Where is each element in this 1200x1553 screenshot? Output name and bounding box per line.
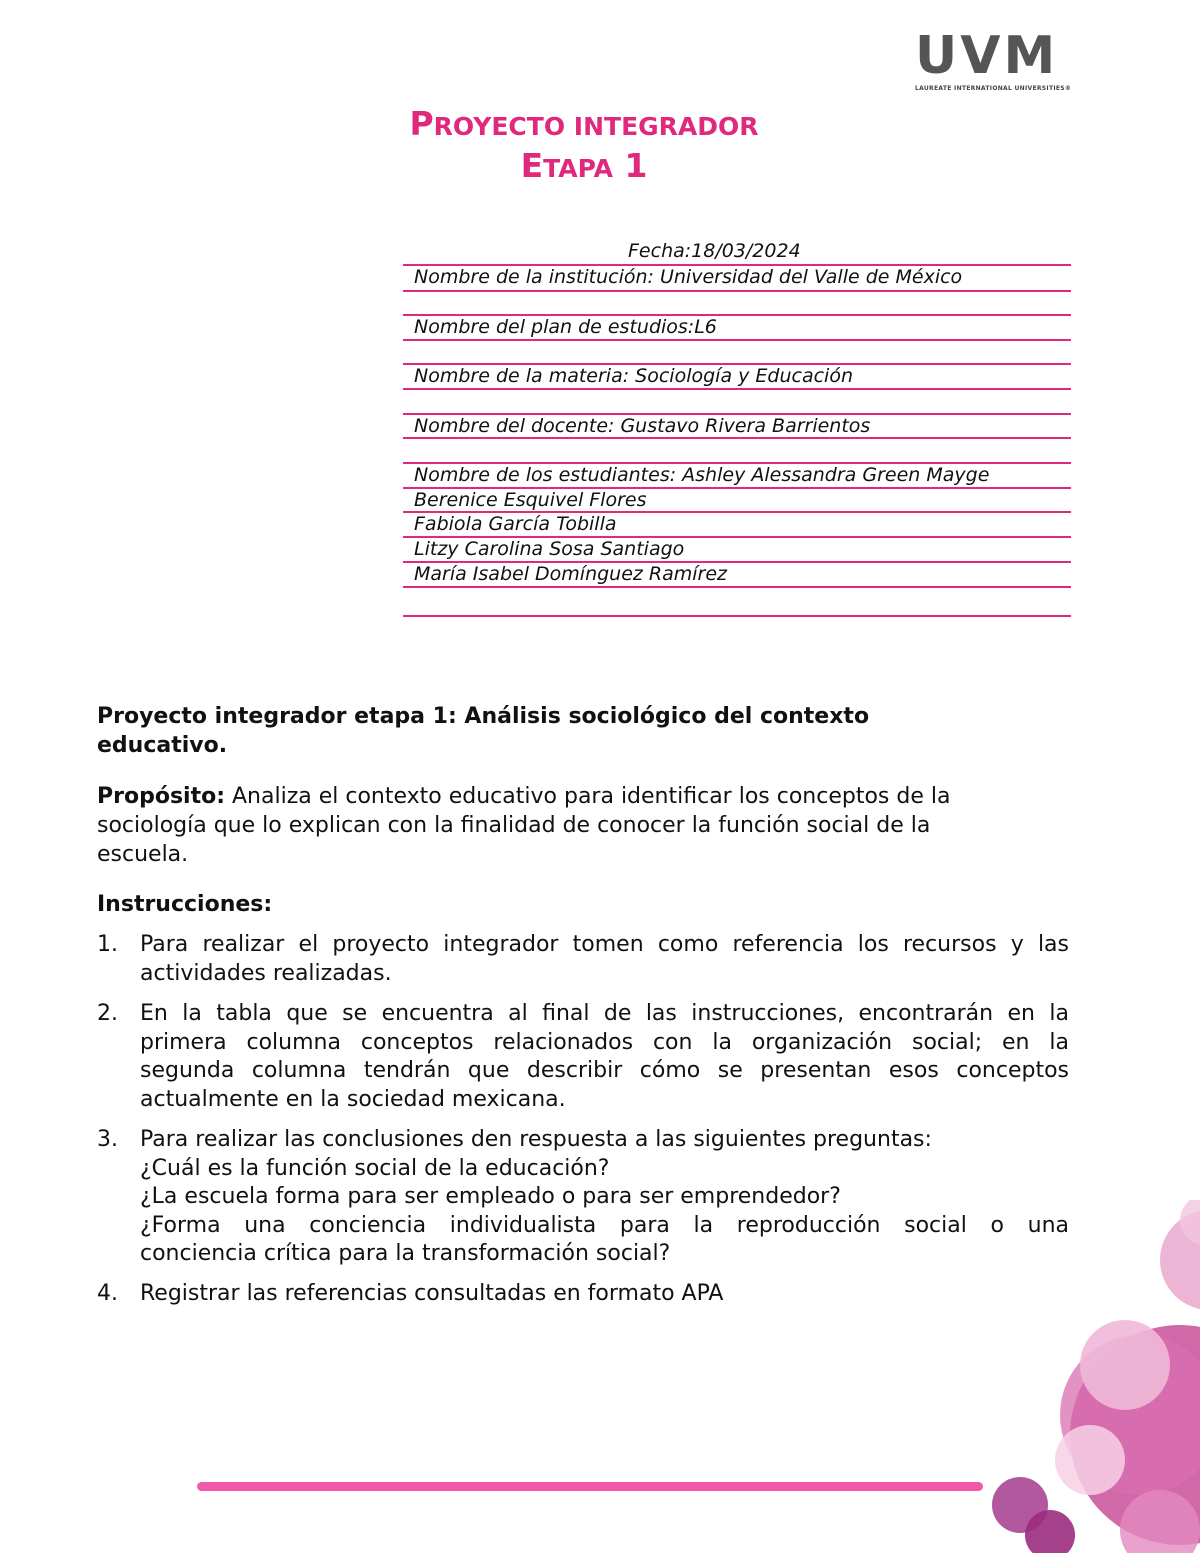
form-line [403,615,1071,617]
heading-line: Proyecto integrador etapa 1: Análisis sociológico del contexto [97,704,870,729]
item-text: Para realizar las conclusiones den respuesta a las siguientes preguntas: [140,1127,932,1152]
instructions-title: Instrucciones: [97,892,273,917]
uvm-logo [915,26,1072,94]
document-title [0,104,1184,143]
item-text: segunda columna tendrán que describir cómo se presentan esos conceptos [140,1058,1069,1083]
form-line [403,388,1071,390]
item-number: 2. [97,1001,118,1026]
item-text: actividades realizadas. [140,960,392,986]
purpose-paragraph [97,782,1069,869]
title-rest: ROYECTO INTEGRADOR [433,112,759,141]
item-text: actualmente en la sociedad mexicana. [140,1086,566,1112]
student-name: Fabiola García Tobilla [414,513,617,535]
student-name: Litzy Carolina Sosa Santiago [414,538,685,560]
purpose-text: Analiza el contexto educativo para identificar los conceptos de la [225,784,951,809]
decorative-circles [990,1200,1200,1553]
purpose-label: Propósito: [97,784,226,809]
students-label: Nombre de los estudiantes: Ashley Alessandra Green Mayge [414,464,990,486]
item-number: 4. [97,1281,118,1306]
title-cap: P [409,104,434,143]
document-stage [0,146,1184,185]
form-line [403,339,1071,341]
item-number: 3. [97,1127,118,1152]
plan-field: Nombre del plan de estudios:L6 [414,316,717,338]
heading-line: educativo. [97,733,228,758]
section-heading [97,702,1069,760]
item-text: En la tabla que se encuentra al final de las instrucciones, encontrarán en la [140,1001,1069,1026]
item-text: conciencia crítica para la transformación social? [140,1241,671,1266]
form-line [403,290,1071,292]
purpose-text: sociología que lo explican con la finalidad de conocer la función social de la [97,813,931,838]
purpose-text: escuela. [97,842,189,867]
student-name: Berenice Esquivel Flores [414,489,647,511]
subject-field: Nombre de la materia: Sociología y Educación [414,365,853,387]
date-field: Fecha:18/03/2024 [628,240,801,262]
item-text: ¿Forma una conciencia individualista para la reproducción social o una [140,1212,1069,1238]
teacher-field: Nombre del docente: Gustavo Rivera Barrientos [414,415,871,437]
logo-text: UVM [915,26,1059,86]
stage-cap: E [520,146,544,185]
footer-divider [197,1482,983,1491]
item-text: ¿Cuál es la función social de la educación? [140,1155,610,1181]
item-text: ¿La escuela forma para ser empleado o para ser emprendedor? [140,1184,841,1209]
item-number: 1. [97,932,118,957]
stage-number: 1 [612,146,648,185]
form-line [403,586,1071,588]
item-text: primera columna conceptos relacionados con la organización social; en la [140,1029,1069,1055]
institution-field: Nombre de la institución: Universidad del Valle de México [414,266,963,288]
logo-subtitle: LAUREATE INTERNATIONAL UNIVERSITIES® [915,85,1072,92]
item-text: Para realizar el proyecto integrador tomen como referencia los recursos y las [140,932,1069,957]
item-text: Registrar las referencias consultadas en formato APA [140,1281,724,1306]
student-name: María Isabel Domínguez Ramírez [414,563,728,585]
stage-rest: TAPA [543,154,613,183]
